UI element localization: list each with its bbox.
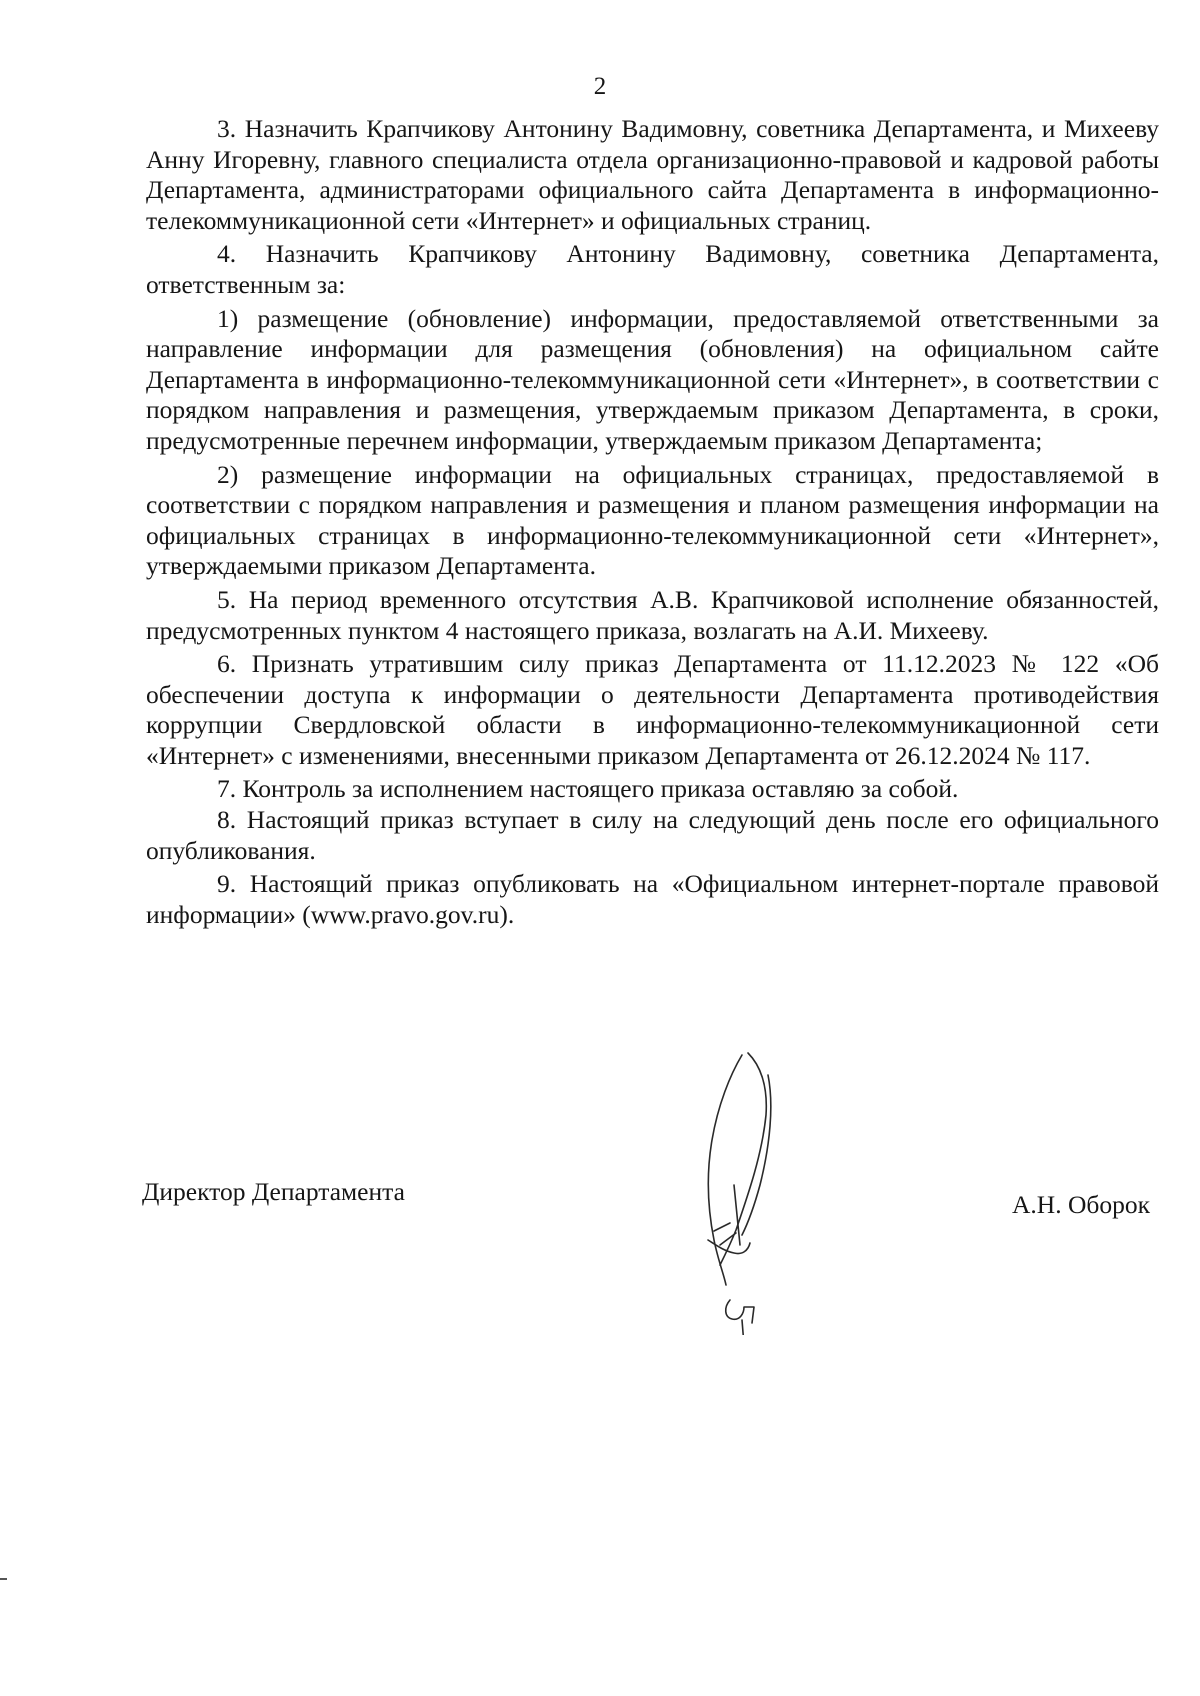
- scan-edge-mark: [0, 1578, 7, 1580]
- paragraph-6-repeal: 6. Признать утратившим силу приказ Департамента от 11.12.2023 № 122 «Об обеспечении доступа к информации о деятельности Департамента противодействия коррупции Свердловской области в информационно-телекоммуникационной сети «Интернет» с изменениями, внесенными приказом Департамента от 26.12.2024 № 117.: [146, 649, 1159, 770]
- signatory-position: Директор Департамента: [142, 1177, 405, 1206]
- paragraph-8-effective-date: 8. Настоящий приказ вступает в силу на следующий день после его официального опубликования.: [146, 805, 1159, 865]
- paragraph-4-1-site-updates: 1) размещение (обновление) информации, предоставляемой ответственными за направление информации для размещения (обновления) на официальном сайте Департамента в информационно-телекоммуникационной сети «Интернет», в соответствии с порядком направления и размещения, утверждаемым приказом Департамента, в сроки, предусмотренные перечнем информации, утверждаемым приказом Департамента;: [146, 303, 1159, 455]
- paragraph-7-control: 7. Контроль за исполнением настоящего приказа оставляю за собой.: [217, 774, 959, 804]
- paragraph-5-substitution: 5. На период временного отсутствия А.В. Крапчиковой исполнение обязанностей, предусмотренных пунктом 4 настоящего приказа, возлагать на А.И. Михееву.: [146, 584, 1159, 645]
- page-number: 2: [593, 73, 607, 100]
- paragraph-4-2-official-pages: 2) размещение информации на официальных страницах, предоставляемой в соответствии с порядком направления и размещения и планом размещения информации на официальных страницах в информационно-телекоммуникационной сети «Интернет», утверждаемыми приказом Департамента.: [146, 459, 1159, 581]
- paragraph-3-appoint-administrators: 3. Назначить Крапчикову Антонину Вадимовну, советника Департамента, и Михееву Анну Игоревну, главного специалиста отдела организационно-правовой и кадровой работы Департамента, администраторами официального сайта Департамента в информационно-телекоммуникационной сети «Интернет» и официальных страниц.: [146, 114, 1159, 235]
- signatory-name: А.Н. Оборок: [1012, 1190, 1150, 1219]
- paragraph-9-publication: 9. Настоящий приказ опубликовать на «Официальном интернет-портале правовой информации» (www.pravo.gov.ru).: [146, 869, 1159, 929]
- order-body: [146, 114, 1159, 930]
- handwritten-signature: [690, 1045, 830, 1335]
- paragraph-4-appoint-responsible: 4. Назначить Крапчикову Антонину Вадимовну, советника Департамента, ответственным за:: [146, 239, 1159, 299]
